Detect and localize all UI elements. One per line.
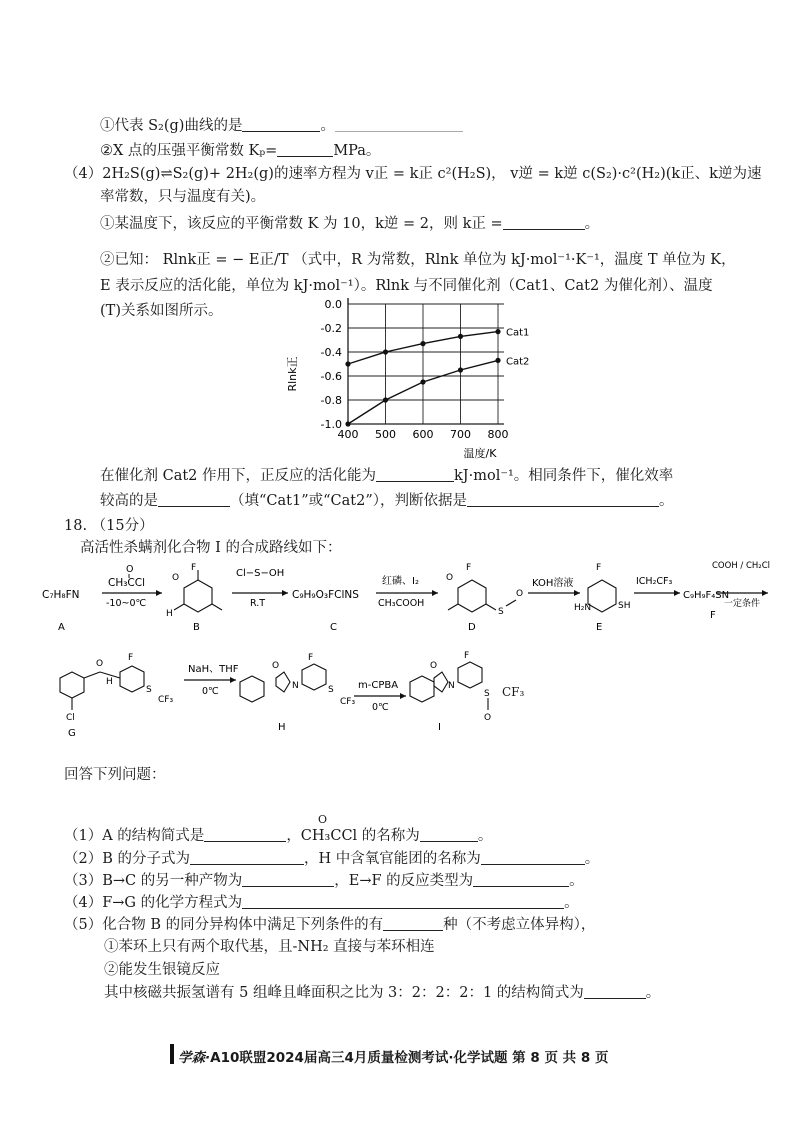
q18-sub3: （3）B→C 的另一种产物为 ，E→F 的反应类型为 。 <box>64 873 584 889</box>
structure-G <box>60 666 144 710</box>
reagent-acetyl-chloride: CH₃CCl <box>108 577 146 589</box>
point-Cat1 <box>458 334 463 339</box>
x-tick-label: 600 <box>412 428 434 441</box>
point-Cat1 <box>495 329 500 334</box>
svg-text:O: O <box>172 573 180 583</box>
x-tick-label: 500 <box>375 428 396 441</box>
svg-text:F: F <box>466 563 472 573</box>
cond-H-I-bottom: 0℃ <box>372 702 389 713</box>
svg-text:O: O <box>484 713 492 723</box>
q18-sub1: （1）A 的结构简式是 ，CH₃CCl 的名称为 。 <box>64 828 493 844</box>
q18-sub2: （2）B 的分子式为 ，H 中含氧官能团的名称为 。 <box>64 851 600 867</box>
cond-C-D-bottom: CH₃COOH <box>378 598 425 609</box>
synthesis-route-row-1 <box>40 558 770 638</box>
x-tick-label: 400 <box>337 428 359 441</box>
svg-text:F: F <box>191 563 197 573</box>
svg-text:O: O <box>96 659 104 669</box>
svg-text:F: F <box>464 651 470 661</box>
svg-text:N: N <box>448 681 455 691</box>
structure-D <box>448 580 516 612</box>
label-E: E <box>596 622 603 633</box>
svg-text:O: O <box>446 573 454 583</box>
q17-line-9: 在催化剂 Cat2 作用下，正反应的活化能为 kJ·mol⁻¹。相同条件下，催化效率 <box>100 468 674 484</box>
structure-B <box>174 570 222 612</box>
formula-F: C₉H₉F₄SN <box>683 590 730 601</box>
svg-text:S: S <box>146 685 152 695</box>
svg-text:F: F <box>596 563 602 573</box>
svg-text:S: S <box>484 689 490 699</box>
svg-text:CF₃: CF₃ <box>158 695 174 705</box>
q17-line-2: ②X 点的压强平衡常数 Kₚ= MPa。 <box>100 143 381 159</box>
svg-text:O: O <box>272 661 280 671</box>
svg-text:Cl: Cl <box>66 713 75 723</box>
svg-text:CF₃: CF₃ <box>340 697 356 707</box>
point-Cat1 <box>420 341 425 346</box>
svg-text:F: F <box>308 653 314 663</box>
cond-D-E: KOH溶液 <box>532 578 574 589</box>
label-F: F <box>710 610 716 621</box>
svg-text:O: O <box>516 589 524 599</box>
q18-cond-1: ①苯环上只有两个取代基，且-NH₂ 直接与苯环相连 <box>104 939 435 955</box>
point-Cat2 <box>458 367 463 372</box>
q17-line-5: ①某温度下，该反应的平衡常数 K 为 10，k逆 = 2，则 k正 = 。 <box>100 216 600 232</box>
svg-text:H: H <box>166 609 173 619</box>
label-G: G <box>68 728 76 738</box>
point-Cat1 <box>383 349 388 354</box>
q17-line-10: 较高的是 （填“Cat1”或“Cat2”），判断依据是 。 <box>100 493 674 509</box>
point-Cat2 <box>345 421 350 426</box>
y-tick-label: -0.4 <box>320 346 342 359</box>
cond-A-B: -10~0℃ <box>106 598 147 609</box>
label-C: C <box>330 622 337 633</box>
q18-cond-2: ②能发生银镜反应 <box>104 962 220 978</box>
svg-text:H: H <box>106 677 113 687</box>
q18-sub5-final: 其中核磁共振氢谱有 5 组峰且峰面积之比为 3：2：2：2：1 的结构简式为 。 <box>104 985 661 1001</box>
y-tick-label: -1.0 <box>320 418 342 431</box>
reagent-chlorosulfonic: Cl−S−OH <box>236 568 285 579</box>
x-tick-label: 800 <box>487 428 509 441</box>
label-A: A <box>58 622 65 633</box>
brand-mark-bar <box>170 1044 174 1064</box>
svg-text:O: O <box>126 564 134 575</box>
answer-intro: 回答下列问题： <box>64 767 166 783</box>
q17-line-8: (T)关系如图所示。 <box>100 303 223 319</box>
rlnk-temperature-chart <box>280 292 530 462</box>
svg-text:S: S <box>328 685 334 695</box>
point-Cat2 <box>383 397 388 402</box>
cond-G-H-bottom: 0℃ <box>202 686 219 697</box>
x-tick-label: 700 <box>450 428 471 441</box>
cond-G-H-top: NaH、THF <box>188 664 239 675</box>
y-tick-label: -0.8 <box>320 394 342 407</box>
y-tick-label: 0.0 <box>324 298 342 311</box>
q17-line-7: E 表示反应的活化能，单位为 kJ·mol⁻¹）。Rlnk 与不同催化剂（Cat1、Cat2 为催化剂）、温度 <box>100 278 713 294</box>
structure-H <box>240 664 326 702</box>
cond-F-G-bottom: 一定条件 <box>724 599 761 609</box>
series-label-Cat1: Cat1 <box>506 327 530 339</box>
structure-E <box>588 580 616 612</box>
q18-sub5: （5）化合物 B 的同分异构体中满足下列条件的有 种（不考虑立体异构）， <box>64 917 596 933</box>
synthesis-route-row-2 <box>40 648 500 738</box>
label-D: D <box>468 622 476 633</box>
point-Cat1 <box>345 361 350 366</box>
svg-text:H₂N: H₂N <box>574 603 592 613</box>
svg-text:O: O <box>430 661 438 671</box>
label-I: I <box>438 722 441 733</box>
svg-text:F: F <box>128 653 134 663</box>
cond-F-G-top: COOH / CH₂Cl <box>712 561 770 571</box>
series-label-Cat2: Cat2 <box>506 356 530 368</box>
point-Cat2 <box>420 379 425 384</box>
cond-B-C: R.T <box>250 598 266 609</box>
q18-header: 18. （15分） <box>64 518 154 534</box>
svg-text:SH: SH <box>618 601 631 611</box>
label-H: H <box>278 722 286 733</box>
label-B: B <box>193 622 200 633</box>
cond-C-D-top: 红磷、I₂ <box>382 576 419 587</box>
q17-line-4: 率常数，只与温度有关)。 <box>100 189 266 205</box>
q17-line-6: ②已知： Rlnk正 = − E正/T （式中，R 为常数，Rlnk 单位为 kJ·mol⁻¹·K⁻¹，温度 T 单位为 K， <box>100 252 736 268</box>
y-tick-label: -0.6 <box>320 370 342 383</box>
cond-H-I-top: m-CPBA <box>358 680 399 691</box>
q18-sub4: （4）F→G 的化学方程式为 。 <box>64 895 579 911</box>
x-axis-label: 温度/K <box>463 447 497 460</box>
formula-A: C₇H₈FN <box>42 589 80 601</box>
y-tick-label: -0.2 <box>320 322 342 335</box>
point-Cat2 <box>495 358 500 363</box>
svg-text:S: S <box>498 607 504 617</box>
svg-text:N: N <box>292 681 299 691</box>
q17-line-1: ①代表 S₂(g)曲线的是 。 <box>100 116 463 136</box>
cond-E-F: ICH₂CF₃ <box>636 576 673 587</box>
q17-line-3: （4）2H₂S(g)⇌S₂(g)+ 2H₂(g)的速率方程为 v正 = k正 c²(H₂S)， v逆 = k逆 c(S₂)·c²(H₂)(k正、k逆为速 <box>64 166 762 182</box>
page-footer: 学森·A10联盟2024届高三4月质量检测考试·化学试题 第 8 页 共 8 页 <box>178 1050 609 1066</box>
formula-C: C₉H₉O₃FClNS <box>292 589 359 601</box>
q18-intro: 高活性杀螨剂化合物 I 的合成路线如下： <box>80 540 342 556</box>
y-axis-label: Rlnk正 <box>286 356 299 392</box>
